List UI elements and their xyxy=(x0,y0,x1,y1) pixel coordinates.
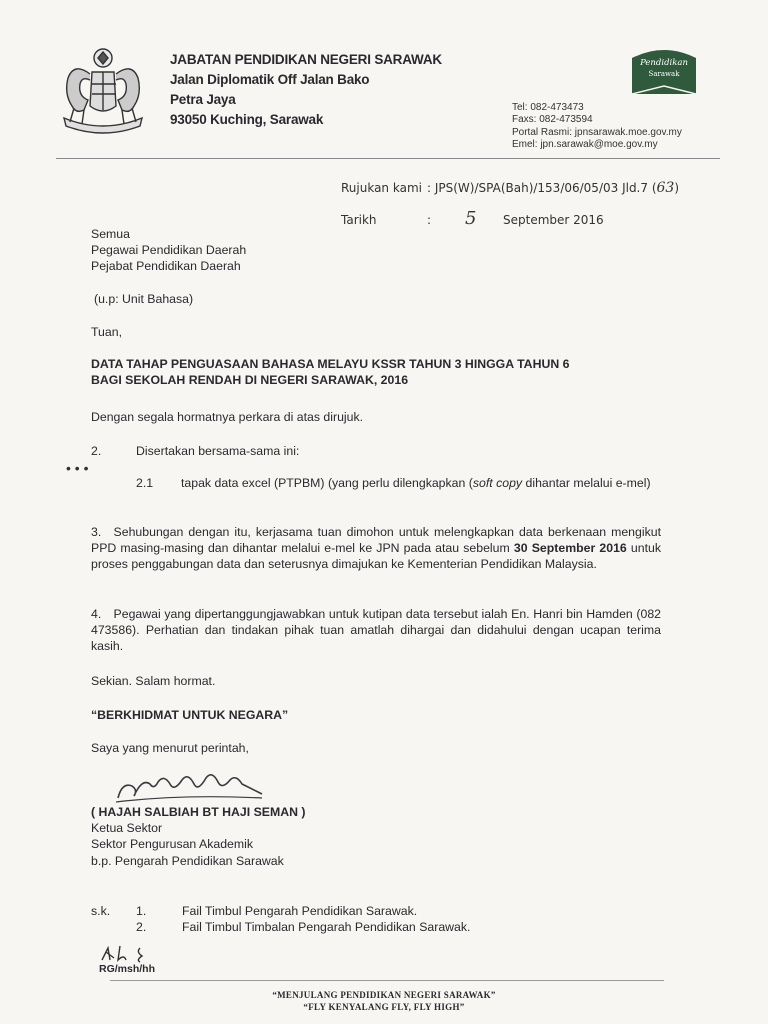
signatory-title: b.p. Pengarah Pendidikan Sarawak xyxy=(91,853,284,868)
portal-url: Portal Rasmi: jpnsarawak.moe.gov.my xyxy=(512,126,682,138)
paragraph-number: 2. xyxy=(91,444,102,458)
reference-line xyxy=(341,180,679,196)
subject-heading xyxy=(91,356,671,388)
item-text-part: dihantar melalui e-mel) xyxy=(522,476,651,490)
paragraph-4: 4. Pegawai yang dipertanggungjawabkan untuk kutipan data tersebut ialah En. Hanri bin Hamden (082 473586). Perhatian dan tindakan pihak tuan amatlah dihargai dan didahului dengan ucapan terima kasih. xyxy=(91,607,661,654)
footer-slogan: “FLY KENYALANG FLY, FLY HIGH” xyxy=(303,1002,465,1012)
reference-label: Rujukan kami xyxy=(341,181,422,195)
organization-name: JABATAN PENDIDIKAN NEGERI SARAWAK xyxy=(170,52,442,67)
service-motto: “BERKHIDMAT UNTUK NEGARA” xyxy=(91,708,289,722)
cc-item-text: Fail Timbul Timbalan Pengarah Pendidikan Sarawak. xyxy=(182,920,471,934)
address-line: 93050 Kuching, Sarawak xyxy=(170,112,324,127)
reference-number: : JPS(W)/SPA(Bah)/153/06/05/03 Jld.7 ( xyxy=(427,181,657,195)
paragraph-text: Disertakan bersama-sama ini: xyxy=(136,444,300,458)
badge-line: Sarawak xyxy=(648,70,680,78)
reference-suffix: ) xyxy=(674,181,680,195)
email-address: Emel: jpn.sarawak@moe.gov.my xyxy=(512,138,658,150)
coat-of-arms-icon xyxy=(54,44,152,136)
phone-number: Tel: 082-473473 xyxy=(512,102,584,113)
intro-paragraph: Dengan segala hormatnya perkara di atas dirujuk. xyxy=(91,410,364,424)
date-month-year: September 2016 xyxy=(503,213,604,227)
address-line: Petra Jaya xyxy=(170,92,236,107)
date-label: Tarikh xyxy=(341,213,377,227)
closing-line: Sekian. Salam hormat. xyxy=(91,674,216,688)
header-divider xyxy=(56,158,720,159)
footer-divider xyxy=(110,980,664,981)
signatory-name: ( HAJAH SALBIAH BT HAJI SEMAN ) xyxy=(91,805,306,819)
yours-faithfully: Saya yang menurut perintah, xyxy=(91,741,249,755)
reference-initials: RG/msh/hh xyxy=(99,963,156,975)
cc-item-text: Fail Timbul Pengarah Pendidikan Sarawak. xyxy=(182,904,418,918)
paragraph-3 xyxy=(91,524,661,573)
contact-details xyxy=(512,102,682,151)
date-day-handwritten: 5 xyxy=(465,208,477,229)
paragraph-2 xyxy=(91,443,661,459)
signatory-title: Sektor Pengurusan Akademik xyxy=(91,837,254,852)
margin-dots: • • • xyxy=(66,460,89,476)
paragraph-text: 3. Sehubungan dengan itu, kerjasama tuan dimohon untuk melengkapkan data berkenaan mengikut PPD masing-masing dan dihantar melalui e-mel ke JPN pada atau sebelum xyxy=(91,525,661,556)
footer-motto: “MENJULANG PENDIDIKAN NEGERI SARAWAK” xyxy=(272,990,496,1000)
letterhead-address xyxy=(170,50,442,130)
signatory-title: Ketua Sektor xyxy=(91,821,163,836)
fax-number: Faxs: 082-473594 xyxy=(512,114,593,126)
date-colon: : xyxy=(427,213,432,227)
salutation: Tuan, xyxy=(91,325,122,339)
deadline-date: 30 September 2016 xyxy=(513,541,627,556)
reference-handwritten: 63 xyxy=(656,180,675,196)
cc-item-number: 1. xyxy=(136,904,147,918)
item-text-part: tapak data excel (PTPBM) (yang perlu dilengkapkan ( xyxy=(181,476,473,490)
list-item-text xyxy=(181,475,661,491)
cc-item-number: 2. xyxy=(136,920,147,934)
subject-line: BAGI SEKOLAH RENDAH DI NEGERI SARAWAK, 2016 xyxy=(91,373,409,388)
recipient-line: Pegawai Pendidikan Daerah xyxy=(91,243,247,258)
badge-line: Pendidikan xyxy=(640,58,688,68)
list-item-number: 2.1 xyxy=(136,476,154,490)
paragraph-text: untuk proses penggabungan data dan seterusnya dimajukan ke Kementerian Pendidikan Malaysia. xyxy=(91,541,662,572)
recipient-line: Pejabat Pendidikan Daerah xyxy=(91,259,241,274)
pendidikan-sarawak-badge xyxy=(630,46,698,98)
attention-line: (u.p: Unit Bahasa) xyxy=(94,292,194,306)
cc-label: s.k. xyxy=(91,904,111,918)
item-italic-text: soft copy xyxy=(472,476,523,490)
subject-line: DATA TAHAP PENGUASAAN BAHASA MELAYU KSSR TAHUN 3 HINGGA TAHUN 6 xyxy=(91,357,570,371)
handwritten-signature xyxy=(112,764,272,806)
address-line: Jalan Diplomatik Off Jalan Bako xyxy=(170,72,370,87)
recipient-block xyxy=(91,226,661,275)
recipient-line: Semua xyxy=(91,227,130,241)
signatory-block xyxy=(91,804,661,869)
list-item-2-1 xyxy=(136,475,661,491)
